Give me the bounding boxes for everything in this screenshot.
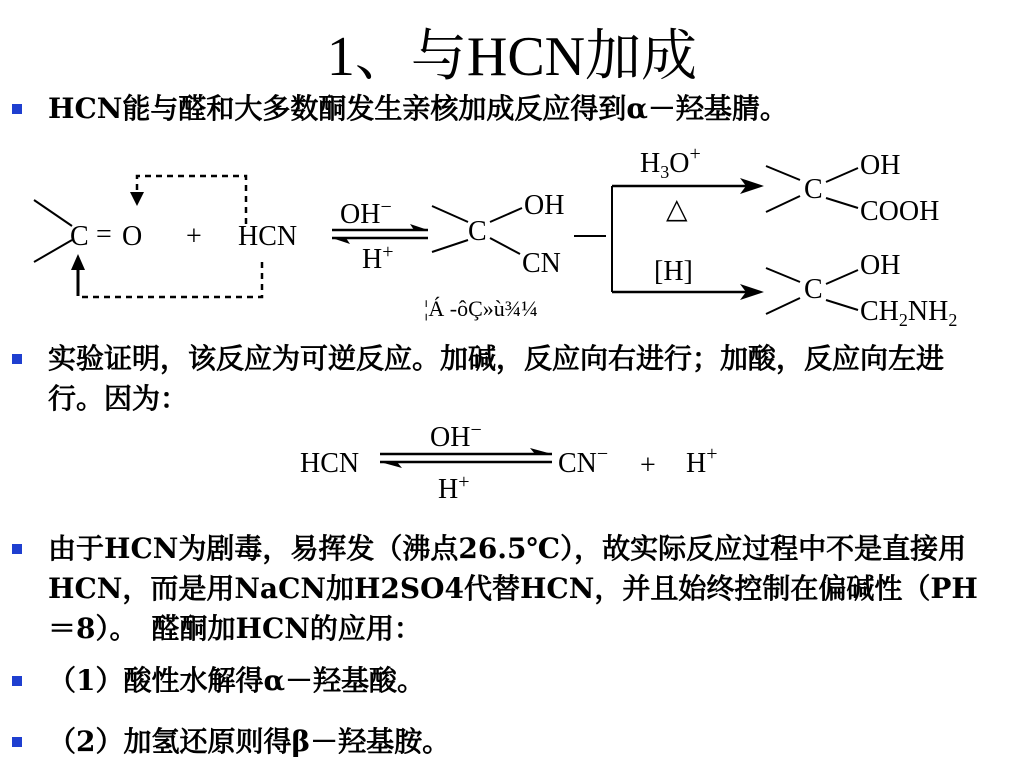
arrow-head — [71, 254, 85, 270]
bond-line — [766, 268, 800, 282]
carboxyl-group: COOH — [860, 196, 940, 227]
bond-line — [766, 196, 800, 212]
cyanohydrin-carbon: C — [468, 216, 487, 247]
bullet-text-5: （2）加氢还原则得β－羟基胺。 — [48, 725, 451, 758]
oh-label: OH− — [340, 196, 392, 230]
amine-hydroxyl: OH — [860, 250, 901, 281]
dashed-connector — [137, 176, 246, 224]
acid-hydroxyl: OH — [860, 150, 901, 181]
plus-sign: + — [640, 450, 656, 481]
bond-line — [766, 166, 800, 180]
h3o-label: $H_3O^+$ — [640, 143, 701, 182]
hcn-reagent: HCN — [238, 221, 298, 252]
bond-line — [34, 240, 72, 262]
bond-line — [490, 238, 520, 254]
acid-carbon: C — [804, 174, 823, 205]
bond-line — [826, 168, 858, 182]
amine-carbon: C — [804, 274, 823, 305]
bond-line — [490, 208, 522, 222]
bond-line — [34, 200, 72, 226]
nitrile-group: CN — [522, 248, 561, 279]
cyanide-ion: CN− — [558, 443, 609, 479]
hcn-reactant: HCN — [300, 448, 360, 479]
bond-line — [826, 270, 858, 284]
carbonyl-carbon: C — [70, 221, 89, 252]
bullet-text-1: HCN能与醛和大多数酮发生亲核加成反应得到α－羟基腈。 — [48, 92, 788, 125]
bond-line — [826, 198, 858, 208]
product-label: ¦Á -ôÇ»ù¾¼ — [424, 296, 538, 321]
bond-line — [432, 206, 468, 222]
bullet-marker — [12, 676, 22, 686]
dashed-connector — [78, 262, 262, 297]
h-plus-label: H+ — [362, 241, 394, 275]
double-bond: = — [96, 219, 112, 250]
aminomethyl-group: $CH_2NH_2$ — [860, 296, 958, 330]
hydrogenation-label: [H] — [654, 256, 693, 287]
hydroxyl-group: OH — [524, 190, 565, 221]
arrow-head — [130, 192, 144, 206]
bullet-marker — [12, 737, 22, 747]
bond-line — [826, 300, 858, 310]
bullet-text-3: 由于HCN为剧毒，易挥发（沸点26.5℃），故实际反应过程中不是直接用HCN，而是用NaCN加H2SO4代替HCN，并且始终控制在偏碱性（PH＝8）。 醛酮加HCN的应用： — [48, 532, 978, 645]
page-title: 1、与HCN加成 — [326, 26, 698, 88]
bullet-marker — [12, 544, 22, 554]
oh-label: OH− — [430, 419, 482, 453]
plus-sign: + — [186, 221, 202, 252]
bond-line — [766, 298, 800, 314]
bullet-text-2: 实验证明，该反应为可逆反应。加碱，反应向右进行；加酸，反应向左进行。因为： — [48, 342, 945, 415]
bond-line — [432, 240, 468, 252]
heat-symbol: △ — [666, 194, 688, 225]
bullet-marker — [12, 354, 22, 364]
proton: H+ — [686, 443, 718, 479]
h-plus-label: H+ — [438, 471, 470, 505]
carbonyl-oxygen: O — [122, 221, 143, 252]
bullet-text-4: （1）酸性水解得α－羟基酸。 — [48, 664, 426, 697]
